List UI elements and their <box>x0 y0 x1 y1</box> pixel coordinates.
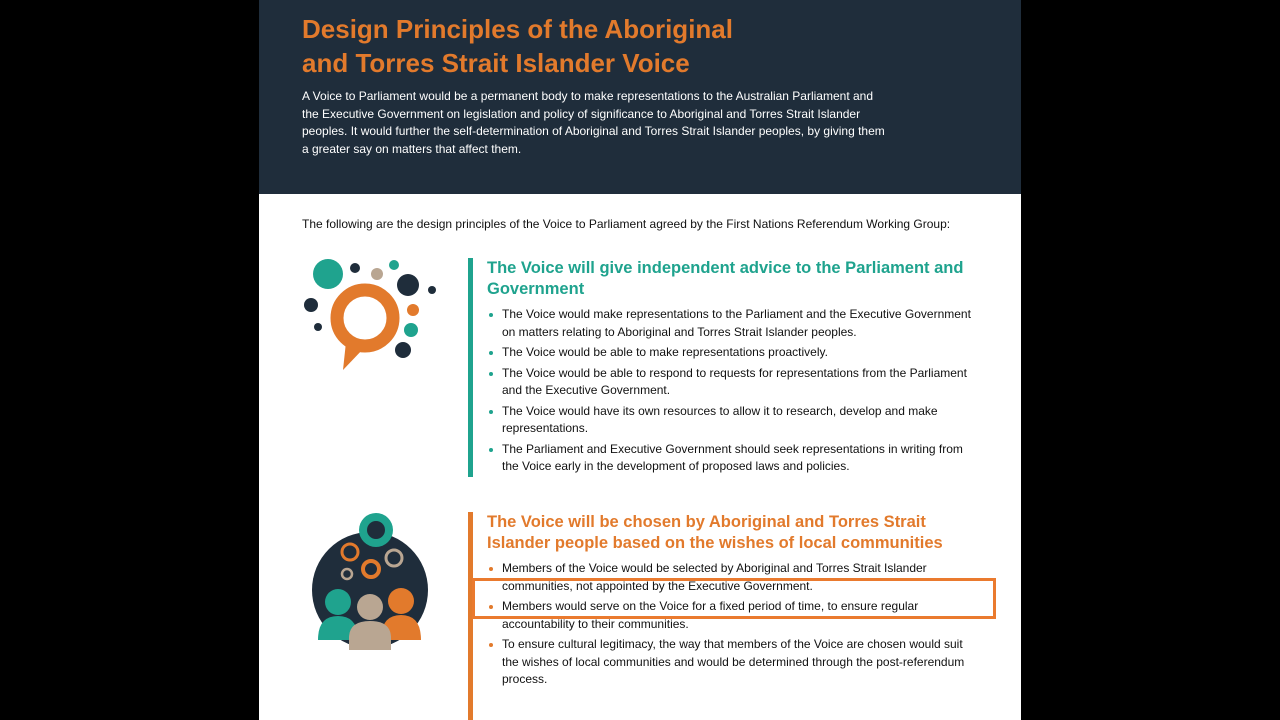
principle-list <box>468 306 988 476</box>
bullet-icon <box>489 567 493 571</box>
bullet-icon <box>489 448 493 452</box>
bullet-icon <box>489 372 493 376</box>
list-item: The Voice would be able to respond to requests for representations from the Parliament and the Executive Government. <box>502 365 972 400</box>
speech-bubble-dots-icon <box>300 256 440 376</box>
section-accent-bar <box>468 512 473 720</box>
intro-paragraph: A Voice to Parliament would be a permanent body to make representations to the Australian Parliament and the Executive Government on legislation and policy of significance to Aboriginal and Torres Strait Islander peoples. It would further the self-determination of Aboriginal and Torres Strait Islander peoples, by giving them a greater say on matters that affect them. <box>302 89 885 156</box>
community-people-icon <box>310 512 430 652</box>
title-line-1: Design Principles of the Aboriginal <box>302 14 733 44</box>
bullet-icon <box>489 410 493 414</box>
list-item: The Voice would have its own resources to allow it to research, develop and make representations. <box>502 403 972 438</box>
principle-section-chosen-by-communities <box>468 512 988 720</box>
principle-list <box>468 560 988 689</box>
section-heading: The Voice will give independent advice to the Parliament and Government <box>487 259 964 298</box>
title-line-2: and Torres Strait Islander Voice <box>302 48 690 78</box>
list-item: To ensure cultural legitimacy, the way that members of the Voice are chosen would suit the wishes of local communities and would be determined through the post-referendum process. <box>502 636 972 689</box>
page-title <box>302 12 902 80</box>
principle-section-independent-advice <box>468 258 988 477</box>
list-item: The Voice would be able to make representations proactively. <box>502 344 972 362</box>
header-banner <box>259 0 1021 194</box>
bullet-icon <box>489 605 493 609</box>
list-item: The Voice would make representations to the Parliament and the Executive Government on matters relating to Aboriginal and Torres Strait Islander peoples. <box>502 306 972 341</box>
bullet-icon <box>489 313 493 317</box>
list-item: The Parliament and Executive Government should seek representations in writing from the Voice early in the development of proposed laws and policies. <box>502 441 972 476</box>
list-item: Members would serve on the Voice for a fixed period of time, to ensure regular accountability to their communities. <box>502 598 972 633</box>
bullet-icon <box>489 351 493 355</box>
list-item: Members of the Voice would be selected by Aboriginal and Torres Strait Islander communities, not appointed by the Executive Government. <box>502 560 972 595</box>
section-heading: The Voice will be chosen by Aboriginal and Torres Strait Islander people based on the wishes of local communities <box>487 513 943 552</box>
bullet-icon <box>489 643 493 647</box>
lead-paragraph: The following are the design principles of the Voice to Parliament agreed by the First Nations Referendum Working Group: <box>302 217 951 231</box>
section-accent-bar <box>468 258 473 477</box>
